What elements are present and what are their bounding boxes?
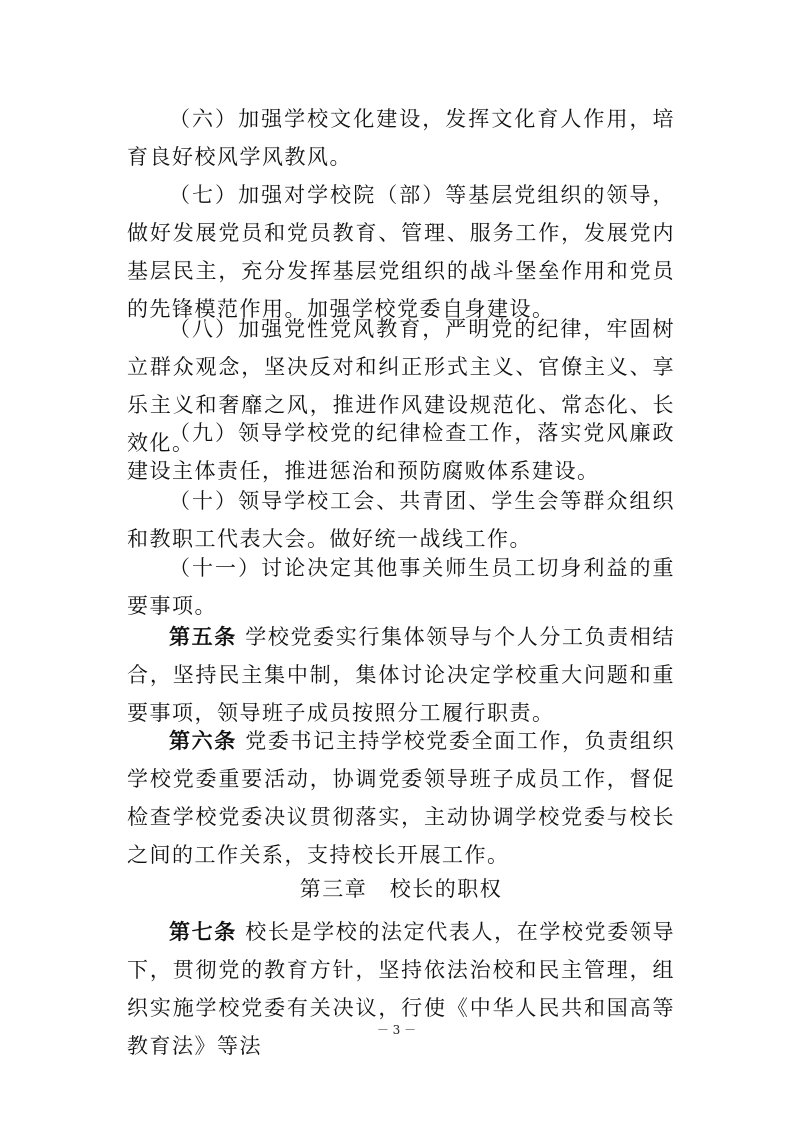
article-6-label: 第六条 [169,729,237,753]
article-7 [127,913,675,1065]
article-7-label: 第七条 [169,920,237,944]
paragraph-item-9: （九）领导学校党的纪律检查工作，落实党风廉政建设主体责任，推进惩治和预防腐败体系建设。 [127,421,675,483]
paragraph-item-7: （七）加强对学校院（部）等基层党组织的领导，做好发展党员和党员教育、管理、服务工作，发展党内基层民主，充分发挥基层党组织的战斗堡垒作用和党员的先锋模范作用。加强学校党委自身建设。 [127,183,675,321]
article-5-label: 第五条 [169,625,237,649]
chapter-heading: 第三章 校长的职权 [299,877,503,901]
paragraph-item-10: （十）领导学校工会、共青团、学生会等群众组织和教职工代表大会。做好统一战线工作。 [127,489,675,551]
article-5-text: 学校党委实行集体领导与个人分工负责相结合，坚持民主集中制，集体讨论决定学校重大问题和重要事项，领导班子成员按照分工履行职责。 [127,625,675,725]
article-7-text: 校长是学校的法定代表人，在学校党委领导下，贯彻党的教育方针，坚持依法治校和民主管理，组织实施学校党委有关决议，行使《中华人民共和国高等教育法》等法 [127,920,675,1058]
article-6-text: 党委书记主持学校党委全面工作，负责组织学校党委重要活动，协调党委领导班子成员工作，督促检查学校党委决议贯彻落实，主动协调学校党委与校长之间的工作关系，支持校长开展工作。 [127,729,675,867]
page-number: － 3 － [376,1023,417,1037]
paragraph-item-11: （十一）讨论决定其他事关师生员工切身利益的重要事项。 [127,556,675,618]
article-5 [127,618,675,732]
paragraph-item-6: （六）加强学校文化建设，发挥文化育人作用，培育良好校风学风教风。 [127,107,675,169]
article-6 [127,722,675,874]
paragraph-item-8: （八）加强党性党风教育，严明党的纪律，牢固树立群众观念，坚决反对和纠正形式主义、官僚主义、享乐主义和奢靡之风，推进作风建设规范化、常态化、长效化。 [127,317,675,455]
